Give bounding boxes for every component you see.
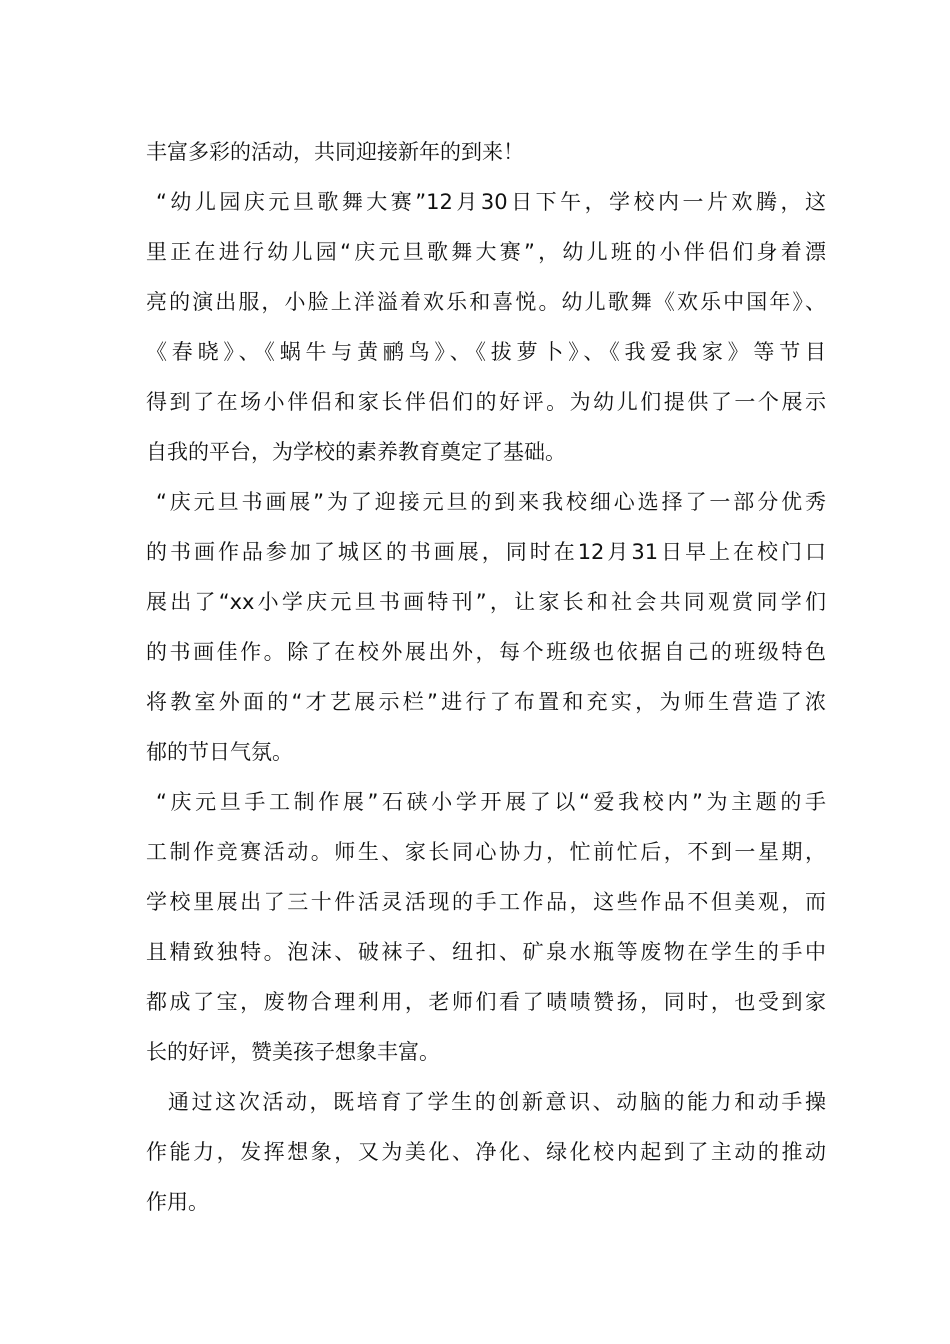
paragraph-4 [146,777,826,1077]
text-line: 的书画作品参加了城区的书画展，同时在12月31日早上在校门口 [146,540,826,564]
text-line: 《春晓》、《蜗牛与黄鹂鸟》、《拔萝卜》、《我爱我家》等节目 [146,340,826,364]
text-line: 学校里展出了三十件活灵活现的手工作品，这些作品不但美观，而 [146,890,826,914]
text-line: 且精致独特。泡沫、破袜子、纽扣、矿泉水瓶等废物在学生的手中 [146,940,826,964]
text-line: 的书画佳作。除了在校外展出外，每个班级也依据自己的班级特色 [146,640,826,664]
paragraph-2 [146,177,826,477]
text-line: 里正在进行幼儿园“庆元旦歌舞大赛”，幼儿班的小伴侣们身着漂 [146,240,826,264]
text-line: 工制作竞赛活动。师生、家长同心协力，忙前忙后，不到一星期， [146,840,826,864]
paragraph-3 [146,477,826,777]
text-line: 郁的节日气氛。 [146,740,293,764]
paragraph-1 [146,127,826,177]
text-line: 长的好评，赞美孩子想象丰富。 [146,1040,440,1064]
text-line: 通过这次活动，既培育了学生的创新意识、动脑的能力和动手操 [168,1090,826,1114]
text-line: “幼儿园庆元旦歌舞大赛”12月30日下午，学校内一片欢腾，这 [156,190,826,214]
document-body [146,127,826,1227]
text-line: 作能力，发挥想象，又为美化、净化、绿化校内起到了主动的推动 [146,1140,826,1164]
text-line: 自我的平台，为学校的素养教育奠定了基础。 [146,440,566,464]
text-line: 作用。 [146,1190,209,1214]
text-line: “庆元旦书画展”为了迎接元旦的到来我校细心选择了一部分优秀 [156,490,826,514]
text-line: 展出了“xx小学庆元旦书画特刊”，让家长和社会共同观赏同学们 [146,590,826,614]
text-line: 得到了在场小伴侣和家长伴侣们的好评。为幼儿们提供了一个展示 [146,390,826,414]
paragraph-5 [146,1077,826,1227]
text-line: 都成了宝，废物合理利用，老师们看了啧啧赞扬，同时，也受到家 [146,990,826,1014]
text-line: 丰富多彩的活动，共同迎接新年的到来！ [146,140,524,164]
text-line: 将教室外面的“才艺展示栏”进行了布置和充实，为师生营造了浓 [146,690,826,714]
text-line: 亮的演出服，小脸上洋溢着欢乐和喜悦。幼儿歌舞《欢乐中国年》、 [146,290,826,314]
text-line: “庆元旦手工制作展”石硖小学开展了以“爱我校内”为主题的手 [156,790,826,814]
